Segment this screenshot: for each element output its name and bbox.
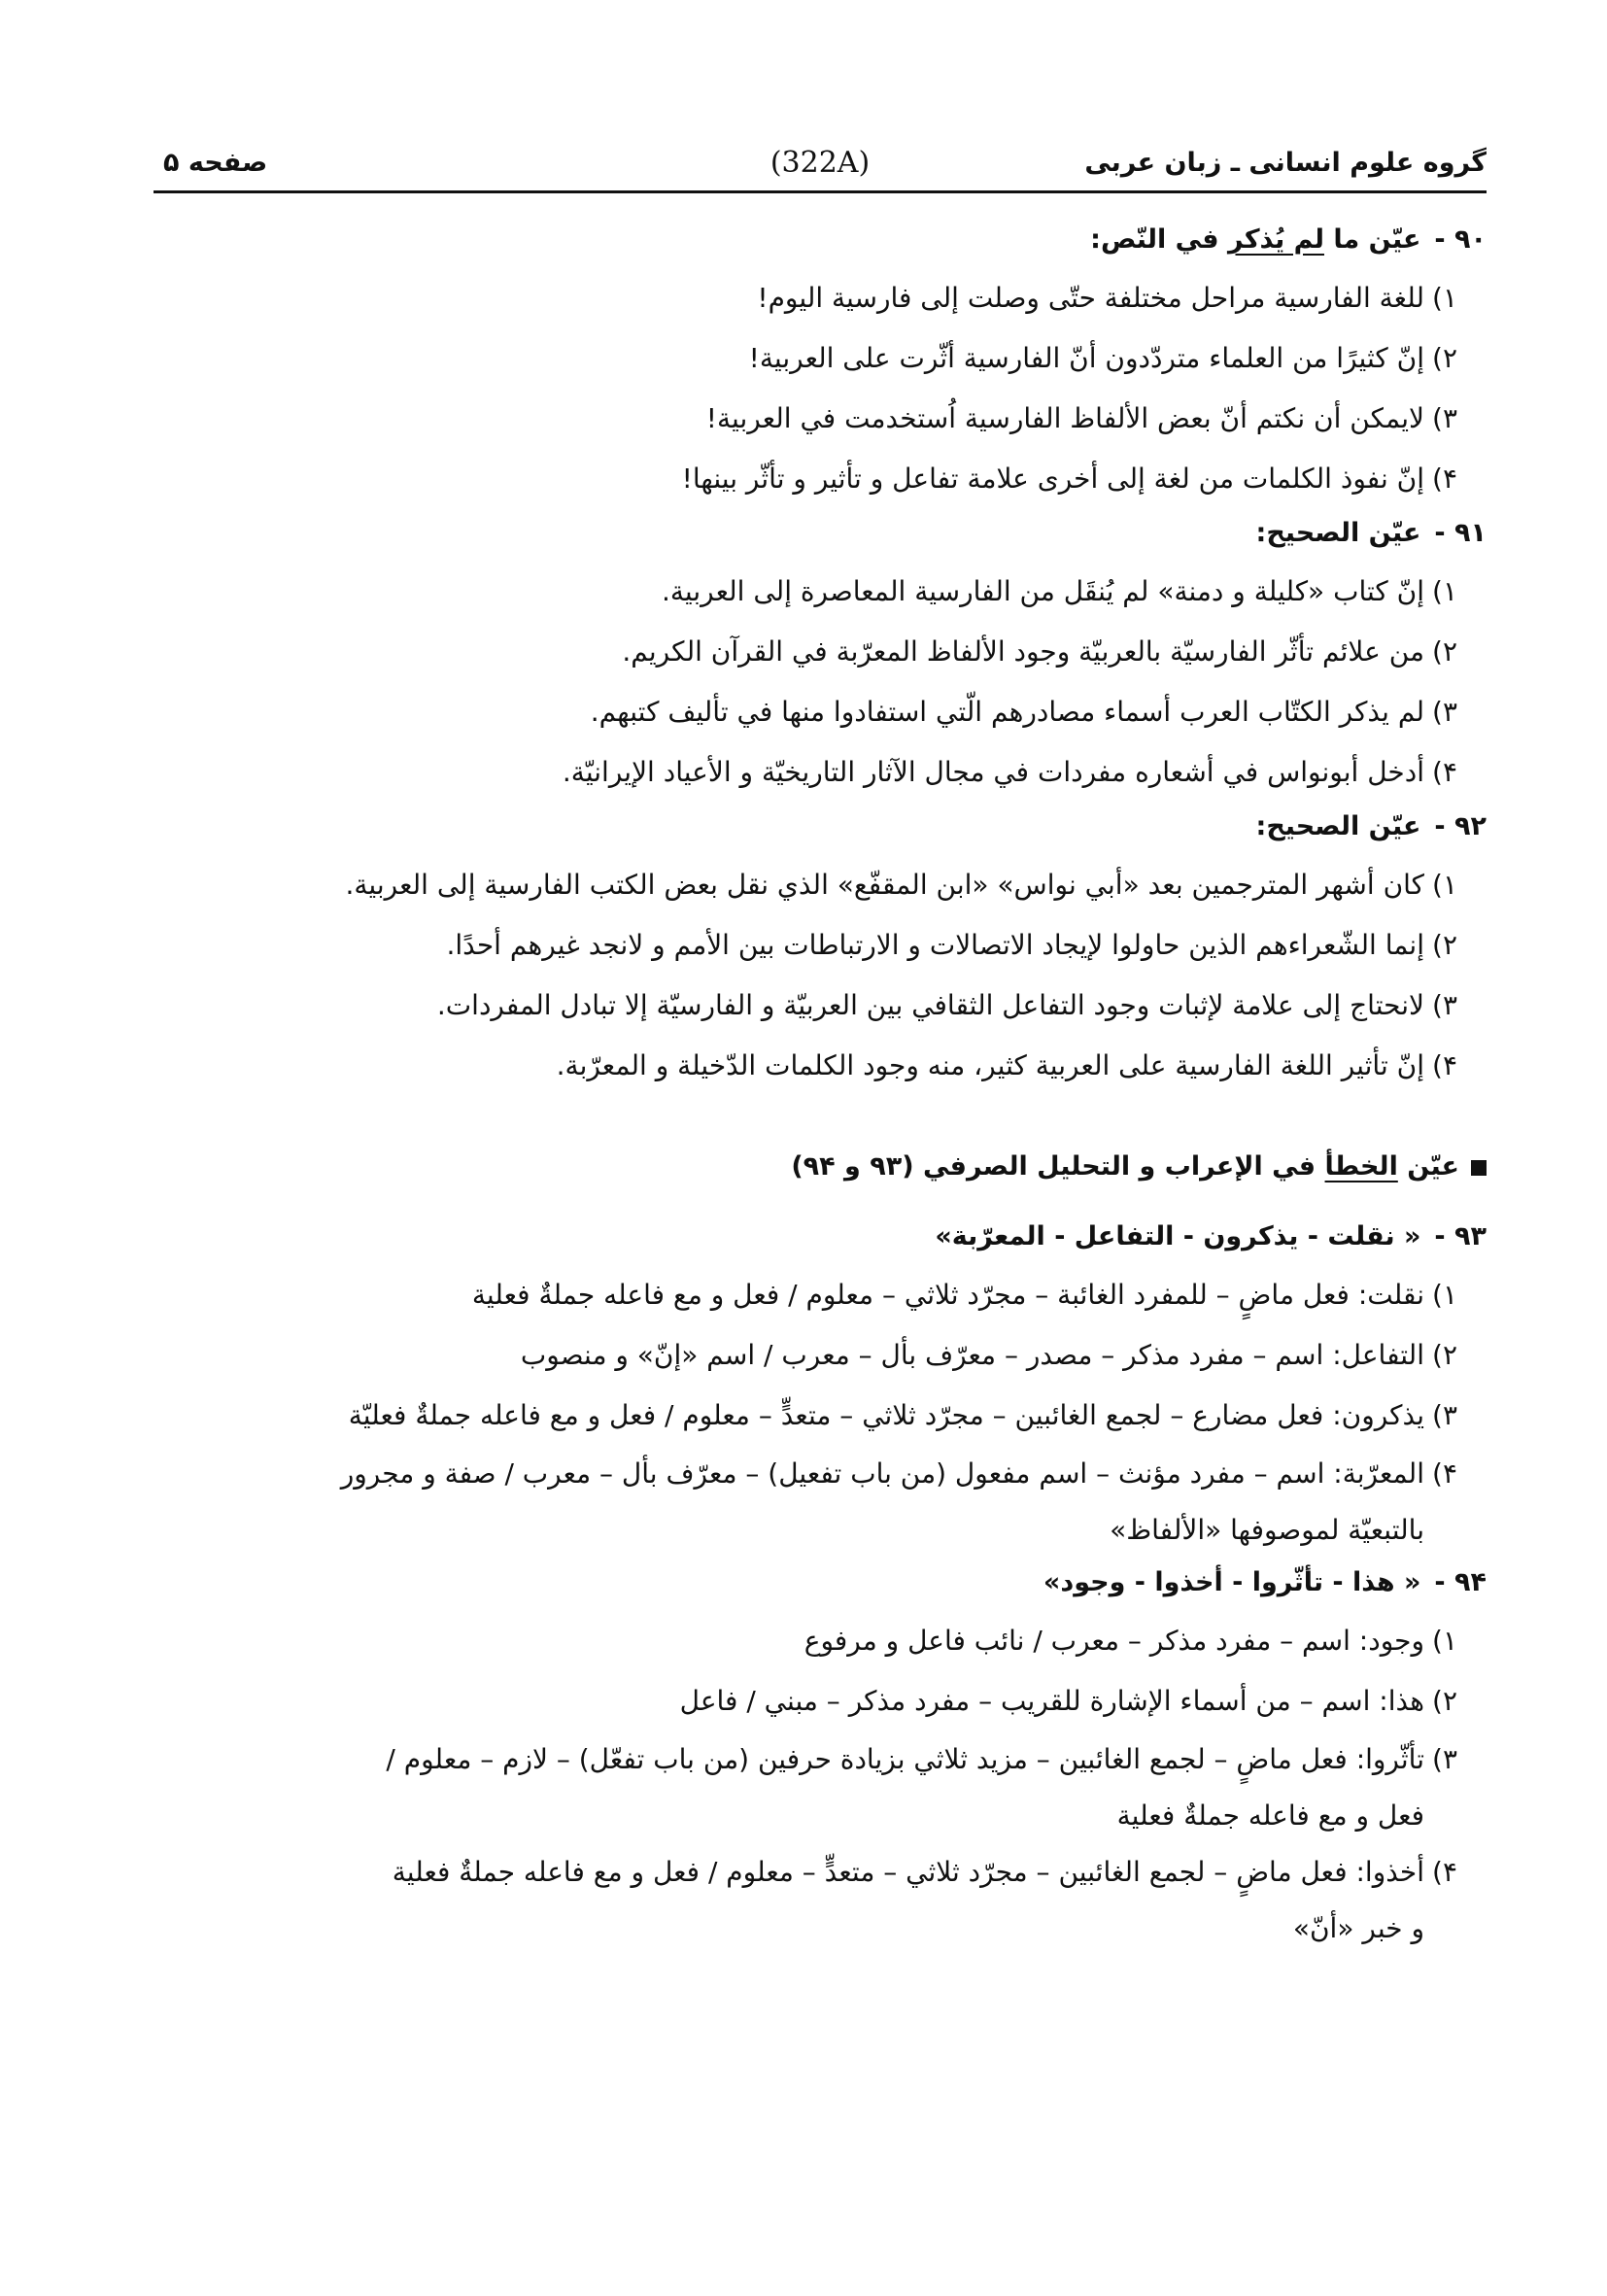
question-number: ۹۲ - [1434, 811, 1487, 841]
option[interactable]: ۴)المعرّبة: اسم – مفرد مؤنث – اسم مفعول (من باب تفعيل) – معرّف بأل – معرب / صفة و مجرور بالتبعيّة لموصوفها «الألفاظ» [154, 1446, 1487, 1559]
option[interactable]: ۳)يذكرون: فعل مضارع – لجمع الغائبين – مجرّد ثلاثي – متعدٍّ – معلوم / فعل و مع فاعله جملةٌ فعليّة [348, 1399, 1457, 1431]
header-page-number: صفحه ۵ [163, 148, 268, 178]
option[interactable]: ۲)إنّ كثيرًا من العلماء متردّدون أنّ الفارسية أثّرت على العربية! [748, 342, 1457, 374]
underlined-phrase: لم يُذكر [1228, 224, 1324, 255]
option[interactable]: ۴)أخذوا: فعل ماضٍ – لجمع الغائبين – مجرّد ثلاثي – متعدٍّ – معلوم / فعل و مع فاعله جملةٌ فعلية و خبر «أنّ» [154, 1844, 1487, 1957]
option[interactable]: ۳)لم يذكر الكتّاب العرب أسماء مصادرهم الّتي استفادوا منها في تأليف كتبهم. [590, 696, 1457, 728]
question-94-stem: ۹۴ -« هذا - تأثّروا - أخذوا - وجود» [154, 1559, 1487, 1611]
option-continuation: و خبر «أنّ» [1292, 1912, 1424, 1944]
option[interactable]: ۳)لانحتاج إلى علامة لإثبات وجود التفاعل الثقافي بين العربيّة و الفارسيّة إلا تبادل المفردات. [436, 989, 1457, 1021]
option[interactable]: ۱)كان أشهر المترجمين بعد «أبي نواس» «ابن المقفّع» الذي نقل بعض الكتب الفارسية إلى العربية. [345, 869, 1457, 901]
question-92 [154, 803, 1487, 1096]
page-header [154, 144, 1487, 188]
option[interactable]: ۱)نقلت: فعل ماضٍ – للمفرد الغائبة – مجرّد ثلاثي – معلوم / فعل و مع فاعله جملةٌ فعلية [471, 1279, 1457, 1311]
option[interactable]: ۲)إنما الشّعراءهم الذين حاولوا لإيجاد الاتصالات و الارتباطات بين الأمم و لانجد غيرهم أحدًا. [446, 929, 1457, 961]
question-91 [154, 509, 1487, 803]
option-continuation: فعل و مع فاعله جملةٌ فعلية [1116, 1799, 1424, 1832]
option[interactable]: ۱)للغة الفارسية مراحل مختلفة حتّى وصلت إلى فارسية اليوم! [757, 282, 1457, 314]
square-bullet-icon [1471, 1160, 1487, 1176]
underlined-phrase: الخطأ [1324, 1151, 1398, 1182]
option[interactable]: ۴)إنّ تأثير اللغة الفارسية على العربية كثير، منه وجود الكلمات الدّخيلة و المعرّبة. [556, 1049, 1457, 1081]
option[interactable]: ۲)التفاعل: اسم – مفرد مذكر – مصدر – معرّف بأل – معرب / اسم «إنّ» و منصوب [520, 1339, 1457, 1371]
question-90-stem: ۹۰ -عيّن ما لم يُذكر في النّص: [154, 216, 1487, 268]
option[interactable]: ۳)لايمكن أن نكتم أنّ بعض الألفاظ الفارسية اُستخدمت في العربية! [705, 402, 1457, 434]
option-continuation: بالتبعيّة لموصوفها «الألفاظ» [1110, 1514, 1424, 1546]
option[interactable]: ۲)هذا: اسم – من أسماء الإشارة للقريب – مفرد مذكر – مبني / فاعل [679, 1685, 1457, 1717]
option[interactable]: ۴)إنّ نفوذ الكلمات من لغة إلى أخرى علامة تفاعل و تأثير و تأثّر بينها! [681, 463, 1457, 495]
question-number: ۹۴ - [1434, 1567, 1487, 1597]
question-90 [154, 216, 1487, 509]
question-number: ۹۰ - [1434, 224, 1487, 255]
option[interactable]: ۱)وجود: اسم – مفرد مذكر – معرب / نائب فاعل و مرفوع [804, 1625, 1457, 1657]
header-booklet-code: (322A) [769, 146, 871, 180]
question-93 [154, 1213, 1487, 1559]
questions-content [154, 216, 1487, 1957]
option[interactable]: ۴)أدخل أبونواس في أشعاره مفردات في مجال الآثار التاريخيّة و الأعياد الإيرانيّة. [562, 756, 1457, 788]
question-92-stem: ۹۲ -عيّن الصحيح: [154, 803, 1487, 855]
question-number: ۹۳ - [1434, 1221, 1487, 1251]
question-number: ۹۱ - [1434, 518, 1487, 548]
option[interactable]: ۲)من علائم تأثّر الفارسيّة بالعربيّة وجود الألفاظ المعرّبة في القرآن الكريم. [622, 635, 1457, 668]
option[interactable]: ۱)إنّ كتاب «كليلة و دمنة» لم يُنقَل من الفارسية المعاصرة إلى العربية. [662, 575, 1457, 607]
section-heading: عيّن الخطأ في الإعراب و التحليل الصرفي (۹۳ و ۹۴) [154, 1143, 1487, 1213]
header-course-title: گروه علوم انسانی ـ زبان عربی [1084, 148, 1487, 178]
option[interactable]: ۳)تأثّروا: فعل ماضٍ – لجمع الغائبين – مزيد ثلاثي بزيادة حرفين (من باب تفعّل) – لازم – معلوم / فعل و مع فاعله جملةٌ فعلية [154, 1731, 1487, 1844]
header-divider [154, 190, 1487, 193]
question-94 [154, 1559, 1487, 1957]
question-93-stem: ۹۳ -« نقلت - يذكرون - التفاعل - المعرّبة» [154, 1213, 1487, 1265]
question-91-stem: ۹۱ -عيّن الصحيح: [154, 509, 1487, 562]
